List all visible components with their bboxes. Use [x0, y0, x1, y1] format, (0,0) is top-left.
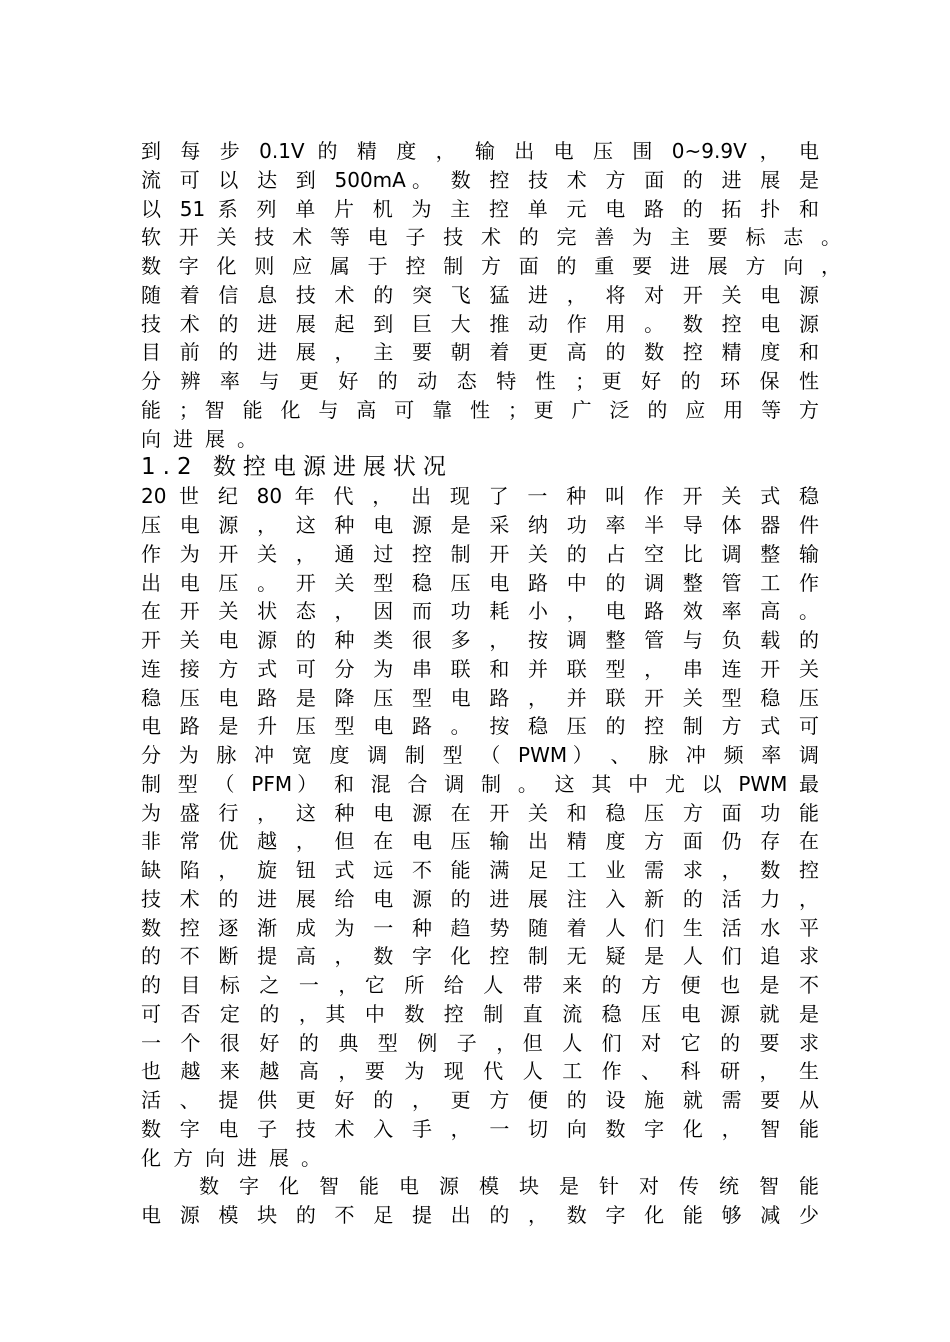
section-heading: 1.2 数控电源进展状况	[141, 454, 453, 481]
text-line: 数 控 逐 渐 成 为 一 种 趋 势 随 着 人 们 生 活 水 平	[141, 915, 819, 940]
text-line: 连 接 方 式 可 分 为 串 联 和 并 联 型 ， 串 连 开 关	[141, 656, 819, 681]
text-line: 化方向进展。	[141, 1145, 333, 1170]
text-line: 为 盛 行 ， 这 种 电 源 在 开 关 和 稳 压 方 面 功 能	[141, 800, 819, 825]
text-line: 活 、 提 供 更 好 的 ， 更 方 便 的 设 施 就 需 要 从	[141, 1088, 819, 1112]
text-line: 到 每 步 0.1V 的 精 度 ， 输 出 电 压 围 0~9.9V ， 电	[141, 139, 819, 163]
text-line: 分 为 脉 冲 宽 度 调 制 型 （ PWM） 、 脉 冲 频 率 调	[141, 743, 819, 767]
text-line: 可 否 定 的 ，其 中 数 控 制 直 流 稳 压 电 源 就 是	[141, 1001, 819, 1026]
text-line: 20 世 纪 80 年 代 ， 出 现 了 一 种 叫 作 开 关 式 稳	[141, 484, 819, 509]
text-line: 也 越 来 越 高 ，要 为 现 代 人 工 作 、 科 研 ， 生	[141, 1059, 819, 1084]
paragraph-3	[141, 1172, 819, 1230]
text-line: 出 电 压 。 开 关 型 稳 压 电 路 中 的 调 整 管 工 作	[141, 570, 819, 595]
text-line: 电 源 模 块 的 不 足 提 出 的 ， 数 字 化 能 够 减 少	[141, 1203, 819, 1227]
text-line: 在 开 关 状 态 ， 因 而 功 耗 小 ， 电 路 效 率 高 。	[141, 599, 819, 624]
text-line: 流 可 以 达 到 500mA。 数 控 技 术 方 面 的 进 展 是	[141, 167, 819, 192]
text-line: 作 为 开 关 ， 通 过 控 制 开 关 的 占 空 比 调 整 输	[141, 541, 819, 566]
text-line: 的 目 标 之 一 ，它 所 给 人 带 来 的 方 便 也 是 不	[141, 973, 819, 997]
text-line: 数 字 化 智 能 电 源 模 块 是 针 对 传 统 智 能	[199, 1174, 819, 1199]
text-line: 目 前 的 进 展 ， 主 要 朝 着 更 高 的 数 控 精 度 和	[141, 340, 819, 365]
text-line: 数 字 电 子 技 术 入 手 ， 一 切 向 数 字 化 ， 智 能	[141, 1116, 819, 1141]
text-line: 向进展。	[141, 426, 269, 451]
paragraph-2	[141, 482, 819, 1172]
text-line: 一 个 很 好 的 典 型 例 子 ，但 人 们 对 它 的 要 求	[141, 1030, 819, 1055]
text-line: 制 型 （ PFM） 和 混 合 调 制 。 这 其 中 尤 以 PWM 最	[141, 771, 819, 796]
text-line: 技 术 的 进 展 给 电 源 的 进 展 注 入 新 的 活 力 ，	[141, 886, 819, 911]
text-line: 技 术 的 进 展 起 到 巨 大 推 动 作 用 。 数 控 电 源	[141, 311, 819, 336]
text-line: 随 着 信 息 技 术 的 突 飞 猛 进 ， 将 对 开 关 电 源	[141, 282, 819, 307]
text-line: 压 电 源 ， 这 种 电 源 是 采 纳 功 率 半 导 体 器 件	[141, 513, 819, 537]
text-line: 开 关 电 源 的 种 类 很 多 ， 按 调 整 管 与 负 载 的	[141, 628, 819, 652]
text-line: 以 51 系 列 单 片 机 为 主 控 单 元 电 路 的 拓 扑 和	[141, 196, 819, 221]
text-line: 的 不 断 提 高 ， 数 字 化 控 制 无 疑 是 人 们 追 求	[141, 944, 819, 969]
text-line: 能 ；智 能 化 与 高 可 靠 性 ；更 广 泛 的 应 用 等 方	[141, 397, 819, 422]
text-line: 软 开 关 技 术 等 电 子 技 术 的 完 善 为 主 要 标 志 。	[141, 225, 841, 250]
page-content	[141, 137, 841, 1230]
text-line: 稳 压 电 路 是 降 压 型 电 路 ， 并 联 开 关 型 稳 压	[141, 685, 819, 710]
paragraph-1	[141, 137, 841, 453]
text-line: 分 辨 率 与 更 好 的 动 态 特 性 ；更 好 的 环 保 性	[141, 369, 819, 393]
text-line: 数 字 化 则 应 属 于 控 制 方 面 的 重 要 进 展 方 向 ，	[141, 254, 841, 278]
text-line: 非 常 优 越 ， 但 在 电 压 输 出 精 度 方 面 仍 存 在	[141, 829, 819, 854]
text-line: 电 路 是 升 压 型 电 路 。 按 稳 压 的 控 制 方 式 可	[141, 714, 819, 739]
text-line: 缺 陷 ， 旋 钮 式 远 不 能 满 足 工 业 需 求 ， 数 控	[141, 858, 819, 882]
